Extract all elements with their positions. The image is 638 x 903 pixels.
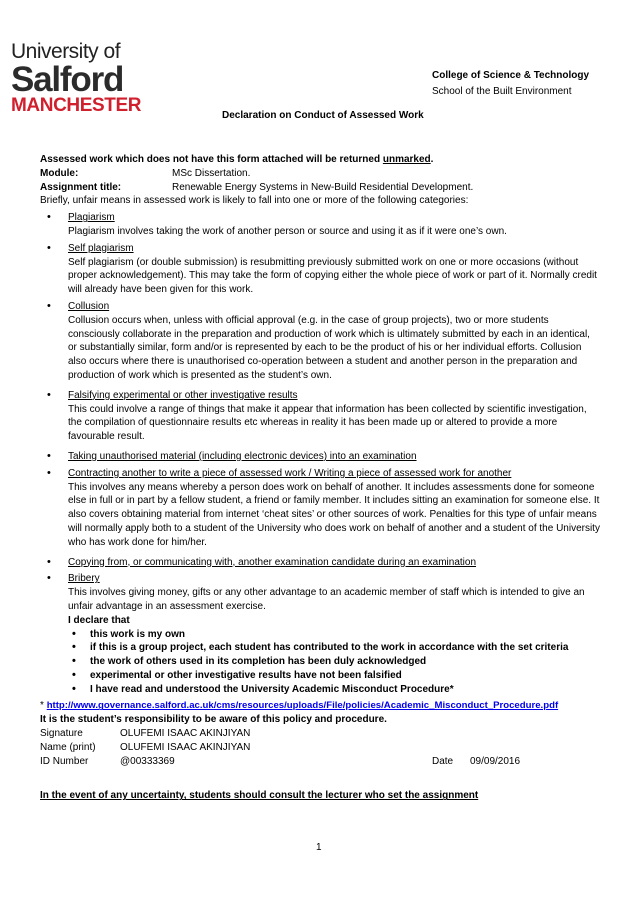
- declaration-item: • this work is my own: [68, 628, 600, 642]
- brief-text: Briefly, unfair means in assessed work is likely to fall into one or more of the following categories:: [40, 195, 469, 207]
- school-name: School of the Built Environment: [432, 86, 572, 97]
- logo-line-2: Salford: [11, 60, 124, 99]
- date-label: Date: [432, 755, 454, 767]
- id-label: ID Number: [40, 755, 89, 767]
- name-row: [40, 741, 600, 755]
- footnote-marker: *: [40, 700, 44, 712]
- list-item: • Plagiarism Plagiarism involves taking the work of another person or source and using it as if it were one’s own.: [40, 211, 600, 239]
- college-name: College of Science & Technology: [432, 70, 590, 81]
- list-item: • Falsifying experimental or other investigative results This could involve a range of things that make it appear that information has been collected by scientific investigation, the compilation of questionnaire results etc whereas in reality it has been made up or altered to provide a more favourable result.: [40, 389, 600, 444]
- declaration-item: • if this is a group project, each student has contributed to the work in accordance with the set criteria: [68, 641, 600, 655]
- college-header: [432, 68, 589, 100]
- list-item: • Collusion Collusion occurs when, unless with official approval (e.g. in the case of group projects), two or more students consciously collaborate in the preparation and production of work which is ultimately submitted by each in an identical, or substantially similar, form and/or is represented by each to be the product of his or her individual efforts. Collusion also occurs where there is unauthorised co-operation between a student and another person in the preparation and production of work which is presented as the student’s own.: [40, 300, 600, 383]
- logo-line-1: University of: [11, 40, 121, 63]
- page-title: Declaration on Conduct of Assessed Work: [222, 110, 424, 121]
- id-row: [40, 755, 600, 769]
- list-item: • Contracting another to write a piece of assessed work / Writing a piece of assessed work for another This involves any means whereby a person does work on behalf of another. It includes assessments done for someone else in full or in part by a fellow student, a friend or family member. It includes sitting an examination for someone else. It also covers obtaining material from internet ‘cheat sites’ or other sources of work. Penalties for this type of unfair means will normally apply both to a student of the University who does work on behalf of another and a student of the University who has work done for him/her.: [40, 467, 600, 550]
- module-label: Module:: [40, 167, 79, 179]
- closing-note: In the event of any uncertainty, students should consult the lecturer who set the assignment: [40, 790, 479, 802]
- date-value: 09/09/2016: [470, 755, 521, 767]
- responsibility-note: It is the student’s responsibility to be aware of this policy and procedure.: [40, 714, 387, 726]
- signature-value: OLUFEMI ISAAC AKINJIYAN: [120, 728, 251, 740]
- id-value: @00333369: [120, 755, 175, 767]
- module-value: MSc Dissertation.: [172, 167, 251, 179]
- policy-link[interactable]: http://www.governance.salford.ac.uk/cms/resources/uploads/File/policies/Academic_Misconduct_Procedure.pdf: [46, 700, 559, 712]
- signature-row: [40, 727, 600, 741]
- declaration-lead: I declare that: [68, 614, 130, 626]
- name-label: Name (print): [40, 741, 96, 753]
- list-item: • Copying from, or communicating with, another examination candidate during an examination: [40, 556, 600, 570]
- form-notice: Assessed work which does not have this form attached will be returned unmarked.: [40, 154, 434, 165]
- assignment-row: [40, 181, 600, 195]
- document-body: [40, 153, 600, 803]
- footnote: [40, 699, 600, 713]
- signature-label: Signature: [40, 728, 83, 740]
- university-logo: [11, 41, 146, 116]
- unmarked-text: unmarked: [382, 154, 431, 165]
- name-value: OLUFEMI ISAAC AKINJIYAN: [120, 741, 251, 753]
- declaration-item: • I have read and understood the University Academic Misconduct Procedure*: [68, 683, 600, 697]
- list-item: • Taking unauthorised material (including electronic devices) into an examination: [40, 450, 600, 464]
- assignment-value: Renewable Energy Systems in New-Build Residential Development.: [172, 181, 474, 193]
- categories-list: [40, 211, 600, 696]
- declaration-item: • the work of others used in its completion has been duly acknowledged: [68, 655, 600, 669]
- assignment-label: Assignment title:: [40, 181, 122, 193]
- module-row: [40, 167, 600, 181]
- logo-line-3: MANCHESTER: [11, 95, 142, 116]
- list-item: • Bribery This involves giving money, gifts or any other advantage to an academic member of staff which is intended to give an unfair advantage in an assessment exercise. I declare that • this work is my own • if this is a group project, each student has contributed to the work in accordance with the set criteria • the work of others used in its completion has been duly acknowledged • experimental or other investigative results have not been falsified • I have read and understood the University Academic Misconduct Procedure*: [40, 572, 600, 696]
- declaration-list: [68, 628, 600, 697]
- list-item: • Self plagiarism Self plagiarism (or double submission) is resubmitting previously submitted work on one or more occasions (without proper acknowledgement). This may take the form of copying either the whole piece of work or part of it. Normally credit will already have been given for this work.: [40, 242, 600, 297]
- page-number: 1: [316, 842, 322, 853]
- declaration-item: • experimental or other investigative results have not been falsified: [68, 669, 600, 683]
